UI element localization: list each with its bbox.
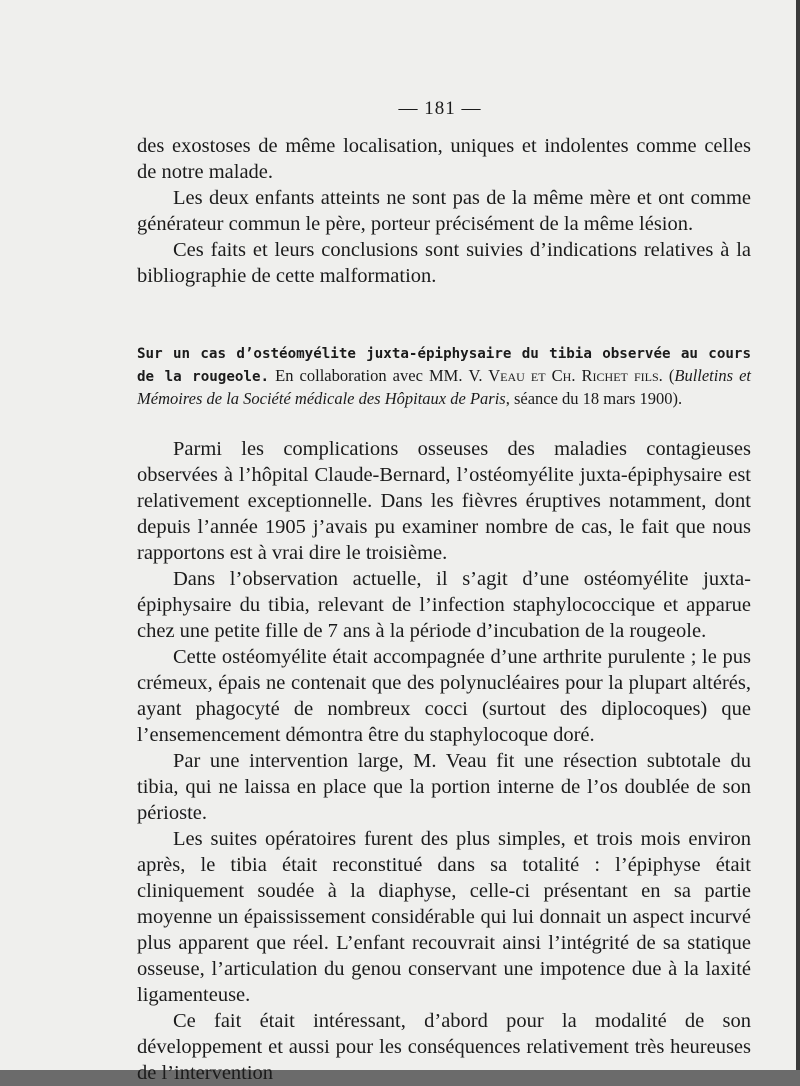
paragraph: Parmi les complications osseuses des maladies contagieuses observées à l’hôpital Claude-Bernard, l’ostéomyélite juxta-épiphysaire est relativement exceptionnelle. Dans les fièvres éruptives notamment, dont depuis l’année 1905 j’avais pu examiner nombre de cas, le fait que nous rapportons est à vrai dire le troisième. bbox=[137, 438, 751, 564]
paragraph: Dans l’observation actuelle, il s’agit d’une ostéomyélite juxta-épiphysaire du tibia, relevant de l’infection staphylococcique et apparue chez une petite fille de 7 ans à la période d’incubation de la rougeole. bbox=[137, 568, 751, 642]
paragraph-continuation: des exostoses de même localisation, uniques et indolentes comme celles de notre malade. bbox=[137, 135, 751, 183]
session-date: , séance du 18 mars 1900). bbox=[505, 389, 683, 408]
paragraph: Cette ostéomyélite était accompagnée d’une arthrite purulente ; le pus crémeux, épais ne contenait que des polynucléaires pour la plupart altérés, ayant phagocyté de nombreux cocci (surtout des diplocoques) que l’ensemencement démontra être du staphylocoque doré. bbox=[137, 646, 751, 746]
article-reference bbox=[137, 342, 751, 409]
article-title: Sur un cas d’ostéomyélite juxta-épiphysaire du tibia observée au cours de la rougeole. bbox=[137, 346, 751, 385]
page-number: — 181 — bbox=[398, 98, 482, 119]
journal-name: Bulletins et Mémoires de la Société médicale des Hôpitaux de Paris bbox=[137, 366, 752, 408]
journal-open: ( bbox=[662, 366, 675, 385]
paragraph: Par une intervention large, M. Veau fit une résection subtotale du tibia, qui ne laissa en place que la portion interne de l’os doublée de son périoste. bbox=[137, 750, 751, 824]
collaboration-prefix: En collaboration avec MM. bbox=[269, 366, 469, 385]
article-authors: V. Veau et Ch. Richet fils. bbox=[468, 366, 663, 385]
paragraph: Les suites opératoires furent des plus simples, et trois mois environ après, le tibia était reconstitué dans sa totalité : l’épiphyse était cliniquement soudée à la diaphyse, celle-ci présentant en sa partie moyenne un épaississement considérable qui lui donnait un aspect incurvé plus apparent que réel. L’enfant recouvrait ainsi l’intégrité de sa statique osseuse, l’articulation du genou conservant une impotence due à la laxité ligamenteuse. bbox=[137, 828, 751, 1006]
paragraph: Ces faits et leurs conclusions sont suivies d’indications relatives à la bibliographie de cette malformation. bbox=[137, 239, 751, 287]
paragraph: Ce fait était intéressant, d’abord pour la modalité de son développement et aussi pour les conséquences relativement très heureuses de l’intervention bbox=[137, 1010, 751, 1084]
body-text-block bbox=[137, 436, 751, 1086]
top-text-block bbox=[137, 133, 751, 289]
paragraph: Les deux enfants atteints ne sont pas de la même mère et ont comme générateur commun le père, porteur précisément de la même lésion. bbox=[137, 187, 751, 235]
scan-edge bbox=[796, 0, 800, 1070]
